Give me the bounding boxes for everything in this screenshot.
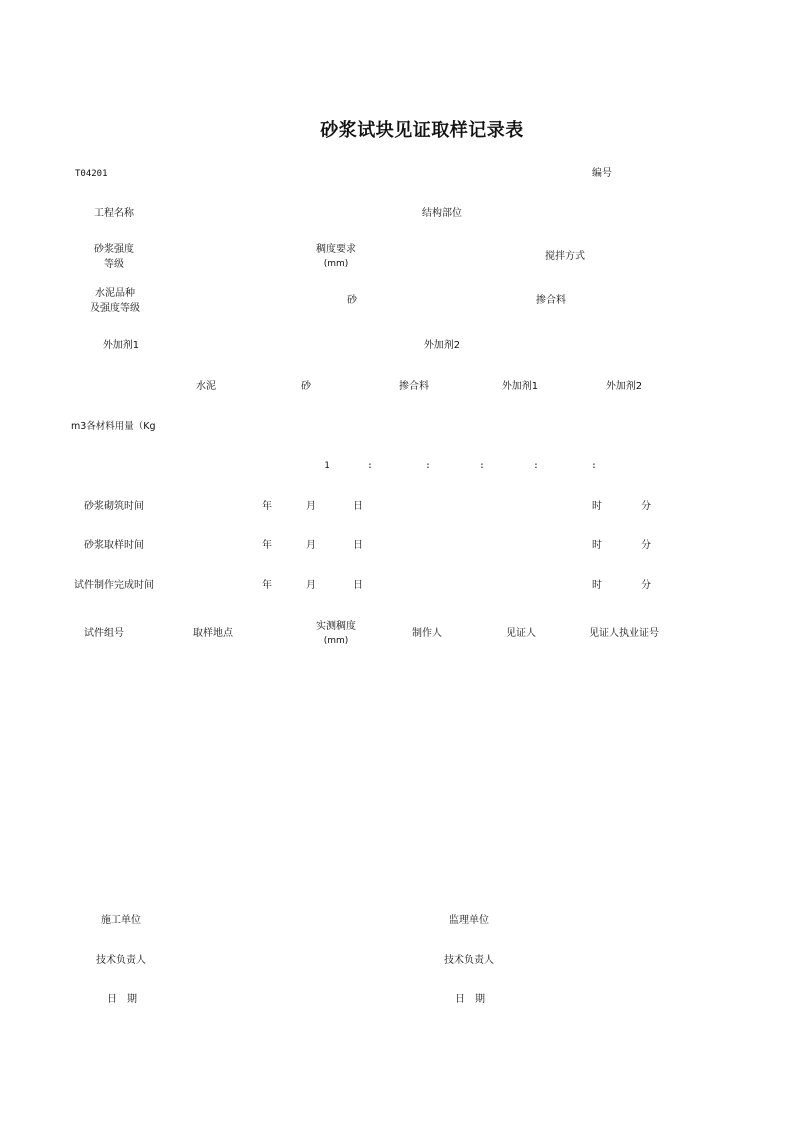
ratio-sep: : [367, 461, 373, 471]
number-label: 编号 [592, 168, 612, 179]
measured-consistency-unit: (mm) [323, 636, 349, 646]
mortar-strength-line2: 等级 [104, 259, 124, 270]
additive1-label: 外加剂1 [102, 340, 140, 351]
laying-day: 日 [353, 501, 363, 512]
sand-label: 砂 [347, 295, 357, 306]
sampling-year: 年 [262, 540, 272, 551]
consistency-line1: 稠度要求 [316, 244, 356, 255]
materials-usage-label: m3各材料用量（Kg [71, 421, 156, 432]
ratio-one: 1 [324, 461, 330, 471]
date-left-label: 日 期 [107, 994, 137, 1005]
admixture-label: 掺合料 [536, 295, 566, 306]
laying-time-label: 砂浆砌筑时间 [84, 501, 144, 512]
construction-unit-label: 施工单位 [101, 915, 141, 926]
structure-part-label: 结构部位 [422, 208, 462, 219]
materials-col-admixture: 掺合料 [399, 381, 429, 392]
specimen-group-no-header: 试件组号 [84, 628, 124, 639]
laying-minute: 分 [641, 501, 651, 512]
date-right-label: 日 期 [455, 994, 485, 1005]
additive2-label: 外加剂2 [423, 340, 461, 351]
ratio-sep: : [479, 461, 485, 471]
completion-hour: 时 [592, 580, 602, 591]
supervision-unit-label: 监理单位 [449, 915, 489, 926]
sampling-location-header: 取样地点 [193, 628, 233, 639]
sampling-time-label: 砂浆取样时间 [84, 540, 144, 551]
mortar-strength-line1: 砂浆强度 [94, 244, 134, 255]
sampling-hour: 时 [592, 540, 602, 551]
cement-type-label [90, 286, 140, 316]
sampling-day: 日 [353, 540, 363, 551]
ratio-sep: : [425, 461, 431, 471]
laying-year: 年 [262, 501, 272, 512]
tech-lead-right-label: 技术负责人 [444, 955, 494, 966]
materials-col-cement: 水泥 [196, 381, 216, 392]
project-name-label: 工程名称 [94, 208, 134, 219]
laying-month: 月 [306, 501, 316, 512]
witness-cert-header: 见证人执业证号 [589, 628, 659, 639]
ratio-sep: : [533, 461, 539, 471]
consistency-requirement-label [316, 242, 356, 272]
laying-hour: 时 [592, 501, 602, 512]
specimen-completion-time-label: 试件制作完成时间 [74, 580, 154, 591]
completion-month: 月 [306, 580, 316, 591]
sampling-minute: 分 [641, 540, 651, 551]
page-title: 砂浆试块见证取样记录表 [320, 120, 524, 141]
witness-header: 见证人 [506, 628, 536, 639]
maker-header: 制作人 [412, 628, 442, 639]
tech-lead-left-label: 技术负责人 [96, 955, 146, 966]
mortar-strength-label [94, 242, 134, 272]
materials-col-additive2: 外加剂2 [605, 381, 643, 392]
completion-year: 年 [262, 580, 272, 591]
cement-line1: 水泥品种 [95, 288, 135, 299]
consistency-unit: (mm) [323, 259, 349, 269]
materials-col-additive1: 外加剂1 [501, 381, 539, 392]
completion-minute: 分 [641, 580, 651, 591]
ratio-sep: : [591, 461, 597, 471]
measured-consistency-header [316, 619, 356, 649]
mixing-method-label: 搅拌方式 [545, 251, 585, 262]
completion-day: 日 [353, 580, 363, 591]
form-code: T04201 [75, 169, 108, 179]
cement-line2: 及强度等级 [90, 303, 140, 314]
materials-col-sand: 砂 [301, 381, 311, 392]
measured-consistency-line1: 实测稠度 [316, 621, 356, 632]
sampling-month: 月 [306, 540, 316, 551]
